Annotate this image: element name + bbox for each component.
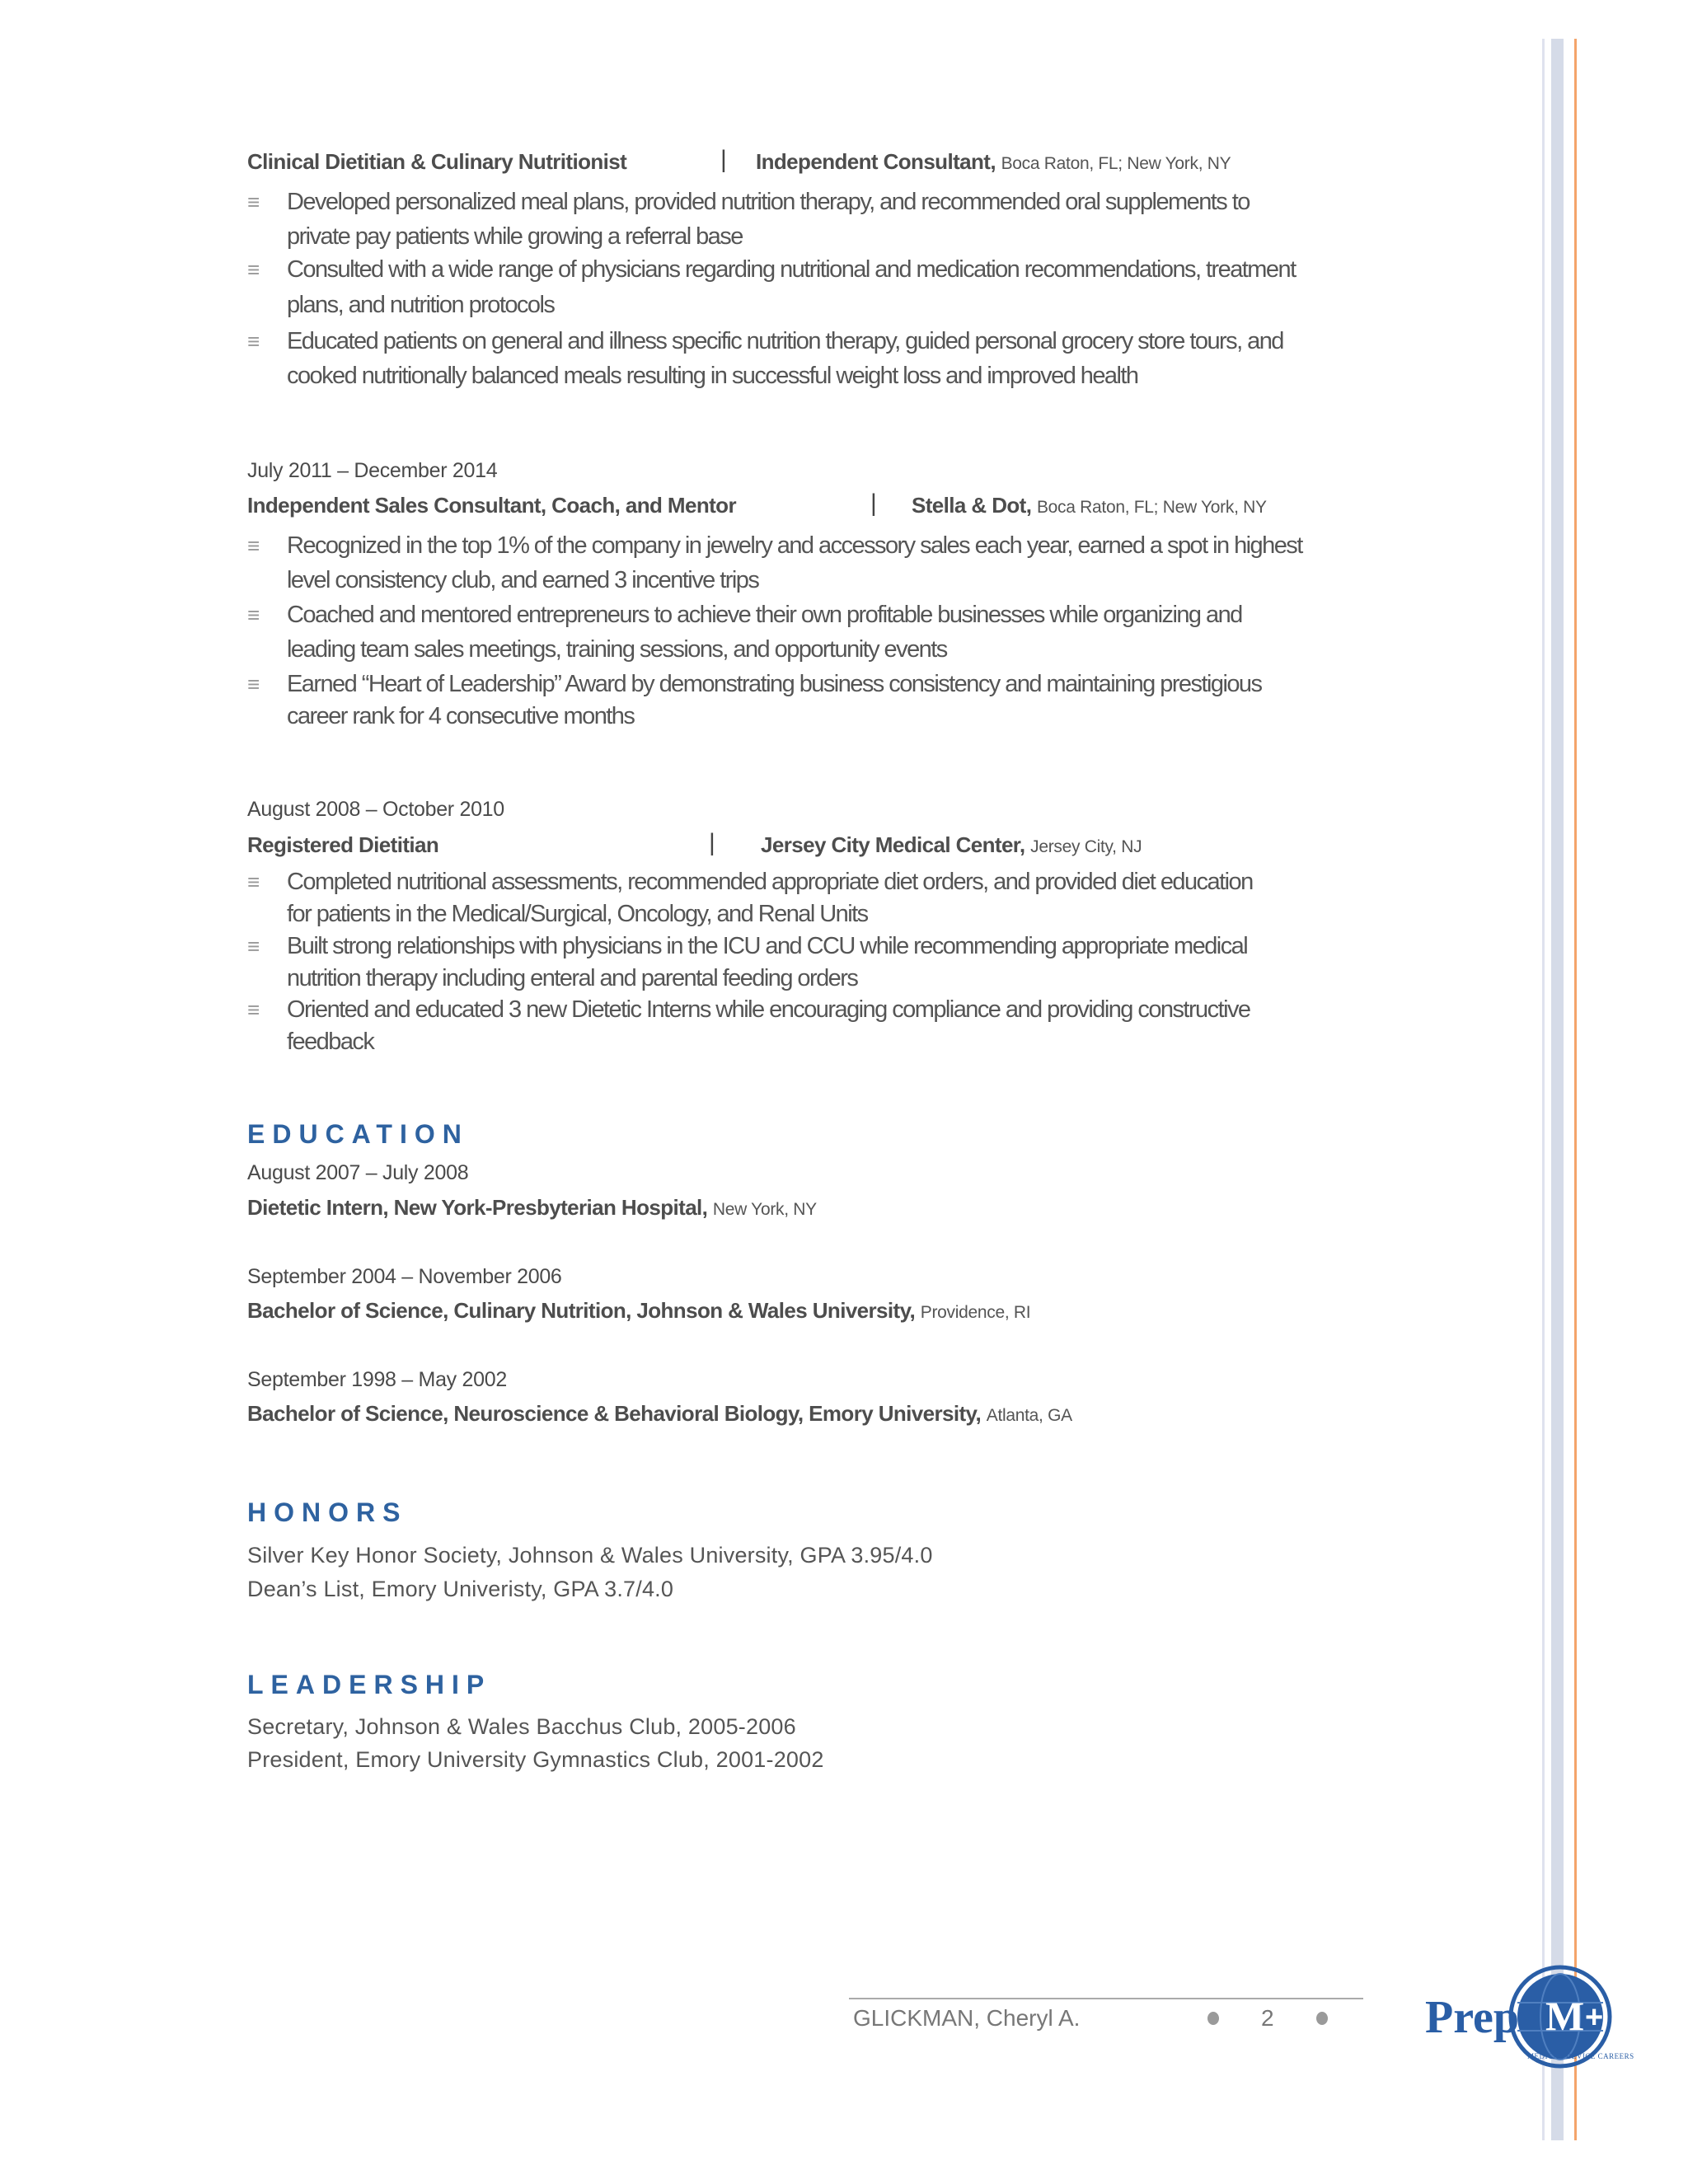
bullet-text: plans, and nutrition protocols xyxy=(287,292,555,318)
edu-location: Atlanta, GA xyxy=(986,1406,1072,1425)
bullet-icon: ≡ xyxy=(247,997,260,1022)
logo-text: Prep xyxy=(1425,1992,1520,2043)
section-heading: EDUCATION xyxy=(247,1119,469,1149)
decorative-rail-wide xyxy=(1551,39,1564,2140)
separator: | xyxy=(870,490,877,517)
bullet-text: Consulted with a wide range of physicians regarding nutritional and medication recommendations, treatment xyxy=(287,256,1296,283)
honor-item: Silver Key Honor Society, Johnson & Wales University, GPA 3.95/4.0 xyxy=(247,1543,933,1568)
footer-name: GLICKMAN, Cheryl A. xyxy=(853,2005,1081,2031)
job-company: Jersey City Medical Center, Jersey City, NJ xyxy=(761,832,1142,857)
svg-text:+: + xyxy=(1585,2000,1604,2035)
bullet-text: Coached and mentored entrepreneurs to achieve their own profitable businesses while organizing and xyxy=(287,602,1242,628)
bullet-text: feedback xyxy=(287,1029,374,1055)
edu-dates: August 2007 – July 2008 xyxy=(247,1161,469,1184)
edu-dates: September 1998 – May 2002 xyxy=(247,1368,507,1391)
bullet-dot-icon xyxy=(1207,2012,1219,2025)
bullet-icon: ≡ xyxy=(247,257,260,282)
bullet-icon: ≡ xyxy=(247,934,260,958)
job-location: Boca Raton, FL; New York, NY xyxy=(1036,498,1267,517)
logo-tagline: MEDICAL DEVICE CAREERS xyxy=(1527,2052,1634,2060)
leadership-item: President, Emory University Gymnastics Club, 2001-2002 xyxy=(247,1747,824,1772)
separator: | xyxy=(720,146,727,173)
bullet-text: Educated patients on general and illness specific nutrition therapy, guided personal grocery store tours, and xyxy=(287,328,1283,354)
job-company: Stella & Dot, Boca Raton, FL; New York, NY xyxy=(912,493,1267,518)
separator: | xyxy=(709,829,715,856)
bullet-text: Built strong relationships with physicians in the ICU and CCU while recommending appropriate medical xyxy=(287,933,1248,959)
decorative-rail-thin xyxy=(1542,39,1545,2140)
section-heading: HONORS xyxy=(247,1497,408,1527)
footer-divider xyxy=(849,1998,1363,1999)
edu-title: Bachelor of Science, Culinary Nutrition, Johnson & Wales University, Providence, RI xyxy=(247,1298,1031,1323)
bullet-icon: ≡ xyxy=(247,602,260,627)
bullet-text: level consistency club, and earned 3 incentive trips xyxy=(287,567,759,593)
bullet-icon: ≡ xyxy=(247,672,260,696)
bullet-text: nutrition therapy including enteral and parental feeding orders xyxy=(287,965,858,991)
edu-location: New York, NY xyxy=(712,1200,817,1219)
bullet-text: cooked nutritionally balanced meals resulting in successful weight loss and improved health xyxy=(287,363,1138,389)
job-title: Clinical Dietitian & Culinary Nutritionist xyxy=(247,149,627,174)
edu-location: Providence, RI xyxy=(920,1303,1031,1322)
bullet-icon: ≡ xyxy=(247,533,260,558)
bullet-text: Earned “Heart of Leadership” Award by demonstrating business consistency and maintaining prestigious xyxy=(287,671,1262,697)
job-dates: July 2011 – December 2014 xyxy=(247,459,498,482)
job-location: Boca Raton, FL; New York, NY xyxy=(1001,154,1231,173)
svg-text:M: M xyxy=(1545,1993,1585,2039)
bullet-text: Oriented and educated 3 new Dietetic Interns while encouraging compliance and providing constructive xyxy=(287,996,1250,1023)
bullet-text: for patients in the Medical/Surgical, Oncology, and Renal Units xyxy=(287,901,868,927)
bullet-icon: ≡ xyxy=(247,329,260,354)
bullet-text: leading team sales meetings, training sessions, and opportunity events xyxy=(287,636,947,663)
bullet-icon: ≡ xyxy=(247,869,260,894)
bullet-text: Recognized in the top 1% of the company in jewelry and accessory sales each year, earned a spot in highest xyxy=(287,532,1302,559)
edu-title: Dietetic Intern, New York-Presbyterian Hospital, New York, NY xyxy=(247,1195,817,1220)
section-heading: LEADERSHIP xyxy=(247,1670,492,1699)
page-number: 2 xyxy=(1261,2005,1274,2031)
job-dates: August 2008 – October 2010 xyxy=(247,798,504,821)
honor-item: Dean’s List, Emory Univeristy, GPA 3.7/4.0 xyxy=(247,1577,674,1601)
job-company: Independent Consultant, Boca Raton, FL; New York, NY xyxy=(756,149,1231,174)
bullet-icon: ≡ xyxy=(247,190,260,214)
edu-title: Bachelor of Science, Neuroscience & Behavioral Biology, Emory University, Atlanta, GA xyxy=(247,1401,1072,1426)
decorative-rail-orange xyxy=(1574,39,1577,2140)
bullet-text: Completed nutritional assessments, recommended appropriate diet orders, and provided diet education xyxy=(287,869,1253,895)
bullet-text: career rank for 4 consecutive months xyxy=(287,703,635,729)
job-location: Jersey City, NJ xyxy=(1030,837,1142,856)
prepmd-logo xyxy=(1422,1961,1634,2077)
bullet-dot-icon xyxy=(1316,2012,1328,2025)
job-title: Registered Dietitian xyxy=(247,832,439,857)
edu-dates: September 2004 – November 2006 xyxy=(247,1265,562,1288)
job-title: Independent Sales Consultant, Coach, and Mentor xyxy=(247,493,736,518)
bullet-text: Developed personalized meal plans, provided nutrition therapy, and recommended oral supplements to xyxy=(287,189,1250,215)
bullet-text: private pay patients while growing a referral base xyxy=(287,223,743,250)
leadership-item: Secretary, Johnson & Wales Bacchus Club, 2005-2006 xyxy=(247,1714,796,1739)
